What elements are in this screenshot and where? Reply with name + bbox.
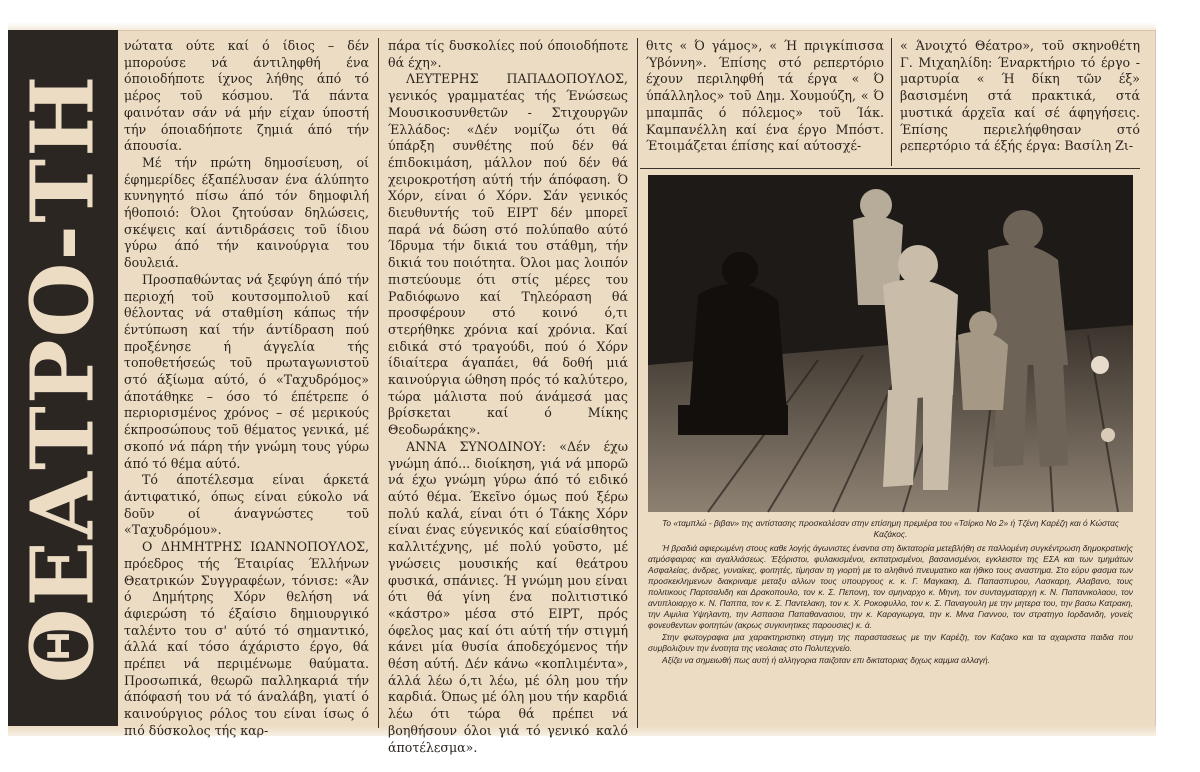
paragraph: « Άνοιχτό Θέατρο», τοῦ σκηνοθέτη Γ. Μιχαηλίδη: Έναρκτήριο τό έργο - μαρτυρία « Ή δίκη τῶν έξ» βασισμένη στά πρακτικά, στά μυστικά άρχεῖα καί σέ άφηγήσεις. Έπίσης περιελήφθησαν στό ρεπερτόριο τά έξής έργα: Βασίλη Ζι- <box>900 38 1140 154</box>
column-divider <box>378 38 379 728</box>
section-banner <box>8 30 118 726</box>
paragraph: θιτς « Ό γάμος», « Ή πριγκίπισσα Ύβόννη». Έπίσης στό ρεπερτόριο έχουν περιληφθή τά έργα « Ό ύπάλληλος» τοῦ Δημ. Χουμούζη, « Ό μπαμπᾶς ό πόλεμος» τοῦ Ίάκ. Καμπανέλλη καί ένα έργο Μπόστ. Έτοιμάζεται έπίσης καί αύτοσχέ- <box>646 38 884 154</box>
stage-photo-image <box>648 175 1133 512</box>
photo-top-rule <box>640 168 1140 169</box>
paragraph: ΛΕΥΤΕΡΗΣ ΠΑΠΑΔΟΠΟΥΛΟΣ, γενικός γραμματέας τής Ένώσεως Μουσικοσυνθετῶν - Στιχουργῶν Έλλάδος: «Δέν νομίζω ότι θά ύπάρξη συνθέτης πού δέν θά έπιδοκιμάση, μάλλον πού δέν θά χειροκροτήση αύτή τήν άπόφαση. Ό Χόρν, είναι ό Χόρν. Σάν γενικός διευθυντής τοῦ ΕΙΡΤ δέν μπορεῖ παρά νά δώση στό πολύπαθο αύτό Ίδρυμα τήν δικιά του στάθμη, τήν δικιά του ποιότητα. Όλοι μας λοιπόν πιστεύουμε ότι στίς μέρες του Ραδιόφωνο καί Τηλεόραση θά προσφέρουν στό κοινό ό,τι στερήθηκε χρόνια καί χρόνια. Καί ειδικά στό τραγούδι, πού ό Χόρν ίδιαίτερα άγαπάει, θά δοθή μιά καινούργια ώθηση πρός τό καλύτερο, τώρα μάλιστα πού άνάμεσά μας βρίσκεται καί ό Μίκης Θεοδωράκης». <box>388 71 628 438</box>
paragraph: Μέ τήν πρώτη δημοσίευση, οί έφημερίδες έξαπέλυσαν ένα άλύπητο κυνηγητό πίσω άπό τόν δημοφιλή ήθοποιό: Όλοι ζητούσαν δηλώσεις, σκέψεις καί άντιδράσεις τοῦ ίδιου γύρω άπό τήν καινούργια του δουλειά. <box>124 154 369 271</box>
column-divider <box>891 38 892 166</box>
article-column-4 <box>900 38 1140 168</box>
paragraph: πάρα τίς δυσκολίες πού όποιοδήποτε θά έχη». <box>388 38 628 70</box>
section-banner-title: ΘΕΑΤΡΟ-ΤΗ <box>12 73 114 683</box>
stage-photo <box>648 175 1133 512</box>
paragraph: Τό άποτέλεσμα είναι άρκετά άντιφατικό, όπως είναι εύκολο νά δοῦν οί άναγνώστες τοῦ «Ταχυδρόμου». <box>124 472 369 538</box>
article-column-2 <box>388 38 628 755</box>
paragraph: Ο ΔΗΜΗΤΡΗΣ ΙΩΑΝΝΟΠΟΥΛΟΣ, πρόεδρος τής Έταιρίας Έλλήνων Θεατρικών Συγγραφέων, τόνισε: «Άν ό Δημήτρης Χόρν θελήση νά άφιερώση τό έξαίσιο δημιουργικό ταλέντο του σ' αύτό τό σημαντικό, άλλά καί τόσο άχάριστο έργο, θά πρέπει νά περιμένωμε θαύματα. Προσωπικά, θεωρῶ παλληκαριά τήν άπόφασή του νά τό άναλάβη, γιατί ό καινούργιος ρόλος του είναι ίσως ό πιό δύσκολος τής καρ- <box>124 539 369 738</box>
caption-body: Στην φωτογραφια μια χαρακτηριστικη στιγμη της παραστασεως με την Καρέζη, τον Καζακο και τα αχαιριστα παιδια που συμβολιζουν την ένοτητα της νεολαιας στο Πολυτεχνείο. <box>648 632 1133 653</box>
article-column-1 <box>124 38 369 738</box>
paragraph: Προσπαθώντας νά ξεφύγη άπό τήν περιοχή τοῦ κουτσομπολιοῦ καί θέλοντας νά σταθμίση κάπως τήν έντύπωση καί τήν άντίδραση πού προξένησε ή άγγελία τής τοποθετήσεώς τοῦ πρωταγωνιστοῦ στό άξίωμα αύτό, ό «Ταχυδρόμος» άποτάθηκε – όσο τό έπέτρεπε ό περιορισμένος χρόνος – σέ μερικούς έκπροσώπους τοῦ θέματος γενικά, μέ σκοπό νά πάρη τήν γνώμη τους γύρω άπό τό θέμα αύτό. <box>124 271 369 471</box>
caption-body: Ή βραδιά αφιερωμένη στους καθε λογής άγωνιστες έναντια στη δικτατορία μετεβλήθη σε παλλομένη συγκέντρωση δημοκρατικής ατμόσφαιρας και αγαλλιάσεως. Έξόριστοι, φυλακισμένοι, εκπατρισμένοι, βασανισμένοι, εγκλειστοι της ΕΣΑ και των τμημάτων Ασφαλείας, άνδρες, γυναίκες, φοιτητές, τίμησαν τη γιορτή με το αληθινό πνευματικο και ήθικο τους αναστημα. Στο εύρυ φασμα των προσκεκλημενων διακριναμε μεταξυ αλλων τους υπουργους κ. κ. Γ. Μαγκακη, Δ. Παπασπυρου, Λασκαρη, Αλαβανο, τους πολιτικους Παρτσαλιδη και Δρακοπουλο, τον κ. Σ. Πεπονη, τον σμηναρχο κ. Μηνη, τον συνταγματαρχη κ. Ν. Παπανικολαου, τον αντιπλοιαρχο κ. Ν. Παππα, τον κ. Σ. Παντελακη, τον κ. Χ. Ροκοφυλλο, τον κ. Σ. Παναγουλη με την μητερα του, την βασω Κατρακη, την Αιμιλια Υψηλαντη, την Ασπασια Παπαθανασιου, την κ. Καραγιωργα, την κ. Μινα Γιαννου, τον στρατηγο Ιορδανιδη, γονείς φονευθεντων φοιτητών (ακρως συγκινητικες παρουσιες) κ. ά. <box>648 543 1133 630</box>
photo-caption <box>648 518 1133 728</box>
column-divider <box>637 38 638 728</box>
paragraph: νώτατα ούτε καί ό ίδιος – δέν μπορούσε νά άντιληφθή ένα όποιοδήποτε ίχνος λήθης άπό τό μέρος τοῦ κόσμου. Τά πάντα φαινόταν σάν νά μήν είχαν ύποστή τήν όποιαδήποτε ζημιά άπό τήν άπουσία. <box>124 38 369 154</box>
caption-body: Αξίζει να σημειωθή πως αυτή ή αλληγορια παιζοταν επι δικτατοριας διχως καμμια αλλαγή. <box>662 655 990 665</box>
paragraph: ΑΝΝΑ ΣΥΝΟΔΙΝΟΥ: «Δέν έχω γνώμη άπό... διοίκηση, γιά νά μπορῶ νά έχω γνώμη γύρω άπό τό ειδικό αύτό θέμα. Έκεῖνο όμως πού ξέρω πολύ καλά, είναι ότι ό Τάκης Χόρν είναι ένας εύγενικός καί εύαίσθητος καλλιτέχνης, μέ πολύ γοῦστο, μέ γνώσεις μουσικής καί θεάτρου φυσικά, σπάνιες. Ή γνώμη μου είναι ότι θά γίνη ένα πολιτιστικό «κάστρο» μέσα στό ΕΙΡΤ, πρός όφελος μας καί ότι αύτή τήν στιγμή κάνει μία θυσία άποδεχόμενος τήν θέση αύτή. Δέν κάνω «κοπλιμέντα», άλλά λέω ό,τι λέω, μέ όλη μου τήν καρδιά. Όπως μέ όλη μου τήν καρδιά λέω ότι τώρα θά πρέπει νά βοηθήσουν όλοι γιά τό γενικό καλό άποτέλεσμα». <box>388 438 628 755</box>
caption-title: Το «ταμπλώ - βιβαν» της αντίστασης προσκαλέσαν στην επίσημη πρεμιέρα του «Τσίρκο Νο 2» ή Τζένη Καρέζη και ό Κώστας Καζάκος. <box>662 518 1119 539</box>
article-column-3 <box>646 38 884 168</box>
